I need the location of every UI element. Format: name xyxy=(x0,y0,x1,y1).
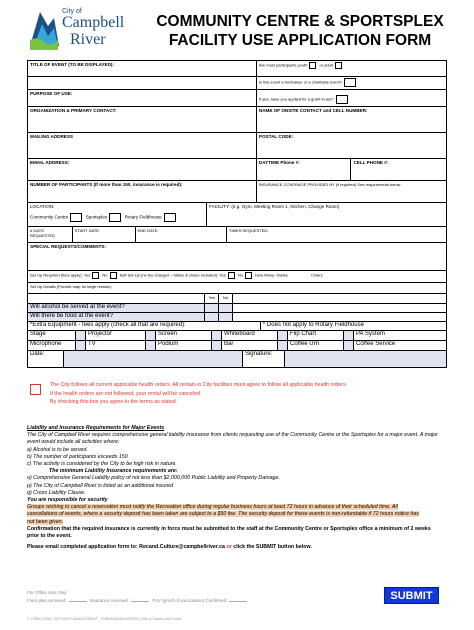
food-no-box[interactable] xyxy=(219,313,233,321)
equipment-checkbox[interactable] xyxy=(212,341,222,350)
email-instruction xyxy=(27,544,452,551)
days-requested-field[interactable] xyxy=(28,227,73,242)
start-date-label: START DATE: xyxy=(74,228,101,233)
youth-label: Are most participants youth xyxy=(258,62,308,68)
alcohol-yes-box[interactable] xyxy=(205,304,219,312)
start-date-field[interactable] xyxy=(73,227,136,242)
end-date-label: END DATE: xyxy=(137,228,159,233)
self-setup-yes-checkbox[interactable] xyxy=(228,272,235,279)
onsite-contact-field[interactable] xyxy=(257,107,446,132)
logo-name-line1: Campbell xyxy=(62,14,125,31)
application-form xyxy=(27,60,447,368)
organization-label: ORGANIZATION & PRIMARY CONTACT: xyxy=(30,108,117,113)
chairs-label: Chairs xyxy=(311,272,323,278)
liability-heading: Liability and Insurance Requirements for Major Events xyxy=(27,425,165,431)
daytime-phone-field[interactable] xyxy=(257,159,352,180)
community-centre-checkbox[interactable] xyxy=(70,213,82,222)
rotary-label: Rotary Fieldhouse xyxy=(124,214,162,220)
community-centre-label: Community Centre xyxy=(30,214,69,220)
email-field[interactable] xyxy=(28,159,257,180)
email-link[interactable]: Recand.Culture@campbellriver.ca xyxy=(139,544,225,551)
equipment-item: TV xyxy=(86,341,146,350)
requirement-o: o) Comprehensive General Liability policy of not less than $2,000,000 Public Liability and Property Damage. xyxy=(27,475,280,482)
liability-paragraph: The City of Campbell River requires comprehensive general liability insurance from clients requesting use of the Community Centre or the Sportsplex for a major event. A major event would include all activities where: xyxy=(27,432,438,446)
criteria-b: b) The number of participants exceeds 150 xyxy=(27,453,128,460)
end-date-field[interactable] xyxy=(136,227,228,242)
health-orders-checkbox[interactable] xyxy=(30,384,41,395)
health-note-line3: By checking this box you agree to the terms as stated. xyxy=(50,399,178,405)
days-label: # DAYS REQUESTED xyxy=(30,228,55,238)
facility-label: FACILITY: (e.g. Gym, Meeting Room 1, Kitchen, Change Room) xyxy=(209,204,340,209)
equipment-item: Whiteboard xyxy=(222,331,278,340)
setup-yes-checkbox[interactable] xyxy=(92,272,99,279)
form-title xyxy=(140,12,460,50)
equipment-checkbox[interactable] xyxy=(146,331,156,340)
title-line1: COMMUNITY CENTRE & SPORTSPLEX xyxy=(156,13,444,30)
email-post-text: click the SUBMIT button below. xyxy=(233,544,312,551)
grant-cell xyxy=(257,90,446,106)
setup-details-label: Set Up Details (Provide map for large rentals): xyxy=(30,284,112,289)
equipment-item: Coffee Service xyxy=(356,341,396,347)
criteria-a: a) Alcohol is to be served. xyxy=(27,446,88,453)
footer-reference: © V:RMCC2/68 - RECORDS MANAGEMENT - FORMS MANAGEMENT (268-4) Facility Use Forms xyxy=(27,617,182,621)
participants-field[interactable] xyxy=(28,181,257,202)
security-note: You are responsible for security xyxy=(27,497,108,504)
header xyxy=(0,0,474,58)
insurance-confirmation: Confirmation that the required insurance is currently in force must be submitted to the staff at the Community Centre or Sportsplex office a minimum of 2 weeks prior to the event. xyxy=(27,525,431,540)
equipment-checkbox[interactable] xyxy=(146,341,156,350)
office-use-section xyxy=(27,589,357,605)
equipment-checkbox[interactable] xyxy=(76,341,86,350)
city-logo xyxy=(28,6,128,54)
participants-label: NUMBER OF PARTICIPANTS (If more than 150, insurance is required): xyxy=(30,182,183,187)
times-label: TIMES REQUESTED: xyxy=(229,228,269,233)
food-question: Will there be food at the event? xyxy=(28,313,205,321)
rotary-note: * Does not apply to Rotary Fieldhouse xyxy=(262,322,364,328)
rotary-checkbox[interactable] xyxy=(164,213,176,222)
logo-city-text: City of xyxy=(62,8,82,15)
yes-header: Yes xyxy=(205,294,219,303)
floor-plan-label: Floor plan received: xyxy=(27,598,67,603)
self-setup-label: Self Set Up (no fee charged – tables & chairs included): Yes xyxy=(119,272,226,278)
requirement-q: q) Cross Liability Clause. xyxy=(27,489,86,496)
sportsplex-label: Sportsplex xyxy=(85,214,108,220)
food-yes-box[interactable] xyxy=(205,313,219,321)
cell-phone-field[interactable] xyxy=(351,159,446,180)
equipment-item: Bar xyxy=(222,341,278,350)
setup-row xyxy=(28,271,446,282)
cancellation-policy: Groups wishing to cancel a reservation must notify the Recreation office during regular business hours at least 72 hours in advance of their scheduled time. All cancellations of events, where a security deposit has been taken are subject to a $50 fee. The security deposit for these events is non-refundable if 72 hours notice has not been given. xyxy=(27,504,419,525)
grant-label: If yes, have you applied for a grant-in-aid? xyxy=(258,96,334,102)
logo-mark-icon xyxy=(28,6,60,52)
extra-equipment-label: *Extra Equipment - fees apply (check all that are required): xyxy=(28,322,261,330)
equipment-item: Stage xyxy=(28,331,76,340)
organization-field[interactable] xyxy=(28,107,257,132)
adult-checkbox[interactable] xyxy=(335,62,342,69)
setup-fees-label: Set Up Required (fees apply): Yes xyxy=(30,272,91,278)
special-label: SPECIAL REQUESTS/COMMENTS: xyxy=(30,244,106,249)
signature-label: Signature: xyxy=(243,351,285,367)
tables-label: How Many- Tables xyxy=(255,272,288,278)
equipment-checkbox[interactable] xyxy=(76,331,86,340)
alcohol-no-box[interactable] xyxy=(219,304,233,312)
insurance-field[interactable] xyxy=(257,181,446,202)
equipment-checkbox[interactable] xyxy=(278,341,288,350)
daytime-label: DAYTIME Phone #: xyxy=(258,160,300,165)
location-label: LOCATION: xyxy=(30,204,55,209)
min-insurance-heading: The minimum Liability Insurance requirements are: xyxy=(49,468,178,475)
date-label: Date: xyxy=(28,351,64,367)
location-cell xyxy=(28,203,207,226)
equipment-item: Podium xyxy=(156,341,212,350)
purpose-label: PURPOSE OF USE: xyxy=(30,91,73,96)
fundraiser-label: Is this event a fundraiser or a charitable event? xyxy=(258,79,343,85)
self-setup-no-checkbox[interactable] xyxy=(245,272,252,279)
self-setup-no-label: No xyxy=(237,272,243,278)
insurance-received-label: Insurance received: xyxy=(89,598,130,603)
title-line2: FACILITY USE APPLICATION FORM xyxy=(168,32,432,49)
equipment-item: Projector xyxy=(86,331,146,340)
equipment-checkbox[interactable] xyxy=(344,341,354,350)
title-of-event-field[interactable] xyxy=(28,61,257,76)
sportsplex-checkbox[interactable] xyxy=(109,213,121,222)
equipment-item: Microphone xyxy=(28,341,76,350)
signature-input[interactable] xyxy=(285,351,446,367)
adult-label: or adult xyxy=(319,62,333,68)
purpose-field[interactable] xyxy=(28,90,257,106)
cell-label: CELL PHONE #: xyxy=(353,160,389,165)
equipment-row-2 xyxy=(28,341,446,351)
criteria-c: c) The activity is considered by the City to be high risk in nature. xyxy=(27,461,177,468)
setup-details-field[interactable] xyxy=(28,283,446,293)
setup-no-checkbox[interactable] xyxy=(110,272,117,279)
terms-text xyxy=(27,425,452,551)
logo-name-line2: River xyxy=(70,31,106,48)
facility-field[interactable] xyxy=(207,203,446,226)
requirement-p: p) The City of Campbell River is listed as an additional insured xyxy=(27,482,174,489)
fundraiser-checkbox[interactable] xyxy=(344,78,356,87)
setup-no-label: No xyxy=(102,272,108,278)
equipment-item: Flip Chart xyxy=(288,331,344,340)
equipment-item: Screen xyxy=(156,331,212,340)
office-use-title: For Office Use Only: xyxy=(27,590,68,595)
grant-checkbox[interactable] xyxy=(336,95,348,104)
email-or-text: or xyxy=(225,544,234,551)
mailing-label: MAILING ADDRESS xyxy=(30,134,73,139)
mailing-address-field[interactable] xyxy=(28,133,257,158)
insurance-label: INSURANCE COVERAGE PROVIDED BY (if required) See requirements below xyxy=(258,182,401,187)
email-label: EMAIL ADDRESS: xyxy=(30,160,70,165)
postal-code-field[interactable] xyxy=(257,133,446,158)
equipment-item: Coffee Urn xyxy=(288,341,344,350)
equipment-item: PA System xyxy=(356,331,385,337)
times-requested-field[interactable] xyxy=(227,227,446,242)
postal-label: POSTAL CODE: xyxy=(258,134,294,139)
title-of-event-label: TITLE OF EVENT (TO BE DISPLAYED): xyxy=(30,62,114,67)
pov-label: PoV (proof of vaccination) Confirmed: xyxy=(152,598,228,603)
submit-button[interactable]: SUBMIT xyxy=(384,587,439,604)
fundraiser-cell xyxy=(257,77,446,89)
equipment-checkbox[interactable] xyxy=(212,331,222,340)
health-note-line2: If the health orders are not followed, your rental will be canceled. xyxy=(50,390,202,397)
alcohol-question: Will alcohol be served at the event? xyxy=(28,304,205,312)
no-header: No xyxy=(219,294,233,303)
email-pre-text: Please email completed application form to: xyxy=(27,544,140,551)
title-of-event-input[interactable] xyxy=(28,77,257,89)
special-requests-field[interactable] xyxy=(28,243,446,270)
youth-adult-cell xyxy=(257,61,446,76)
health-note-line1: The City follows all current applicable health orders. All rentals in City facilities must agree to follow all applicable health orders. xyxy=(50,382,348,388)
youth-checkbox[interactable] xyxy=(309,62,316,69)
equipment-row-1 xyxy=(28,331,446,341)
date-input[interactable] xyxy=(64,351,243,367)
onsite-contact-label: NAME OF ONSITE CONTACT and CELL NUMBER: xyxy=(258,108,368,113)
equipment-checkbox[interactable] xyxy=(278,331,288,340)
equipment-checkbox[interactable] xyxy=(344,331,354,340)
